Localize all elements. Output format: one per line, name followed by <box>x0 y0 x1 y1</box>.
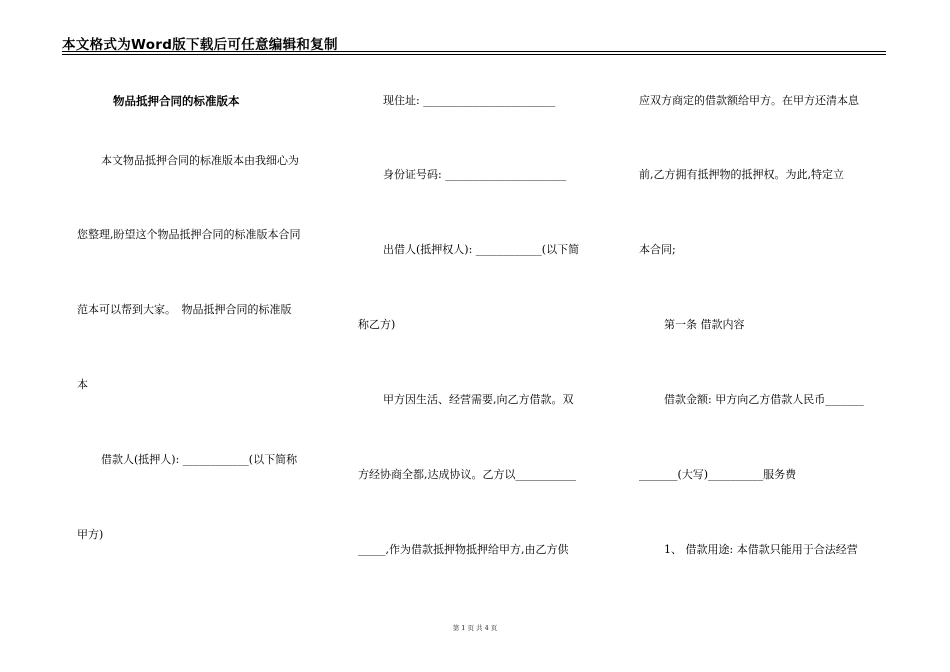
page-number: 第 1 页 共 4 页 <box>452 624 498 632</box>
document-title: 物品抵押合同的标准版本 <box>113 94 240 108</box>
text-line: 借款金额: 甲方向乙方借款人民币_______ <box>664 393 864 406</box>
text-line: 方经协商全都,达成协议。乙方以___________ <box>358 468 576 481</box>
text-line: 范本可以帮到大家。 物品抵押合同的标准版 <box>77 303 292 316</box>
text-line: 应双方商定的借款额给甲方。在甲方还清本息 <box>639 94 859 107</box>
section-heading: 第一条 借款内容 <box>664 318 745 331</box>
text-line: 本合同; <box>639 243 676 256</box>
text-line: 您整理,盼望这个物品抵押合同的标准版本合同 <box>77 228 301 241</box>
text-line: 本 <box>77 378 88 391</box>
text-line: 前,乙方拥有抵押物的抵押权。为此,特定立 <box>639 168 844 181</box>
text-line: 甲方因生活、经营需要,向乙方借款。双 <box>383 393 574 406</box>
header-rule-thin <box>62 54 886 55</box>
text-line: 1、 借款用途: 本借款只能用于合法经营 <box>664 543 858 556</box>
text-line: 出借人(抵押权人): ____________(以下简 <box>383 243 580 256</box>
text-line: 借款人(抵押人): ____________(以下简称 <box>101 453 298 466</box>
document-header: 本文格式为Word版下载后可任意编辑和复制 <box>62 37 338 53</box>
text-line: _______(大写)__________服务费 <box>639 468 797 481</box>
text-line: 称乙方) <box>358 318 396 331</box>
text-line: 身份证号码: ______________________ <box>383 168 567 181</box>
text-line: 甲方) <box>77 528 104 541</box>
header-rule <box>62 51 886 52</box>
text-line: 现住址: ________________________ <box>383 94 556 107</box>
text-line: 本文物品抵押合同的标准版本由我细心为 <box>101 154 299 167</box>
text-line: _____,作为借款抵押物抵押给甲方,由乙方供 <box>358 543 569 556</box>
